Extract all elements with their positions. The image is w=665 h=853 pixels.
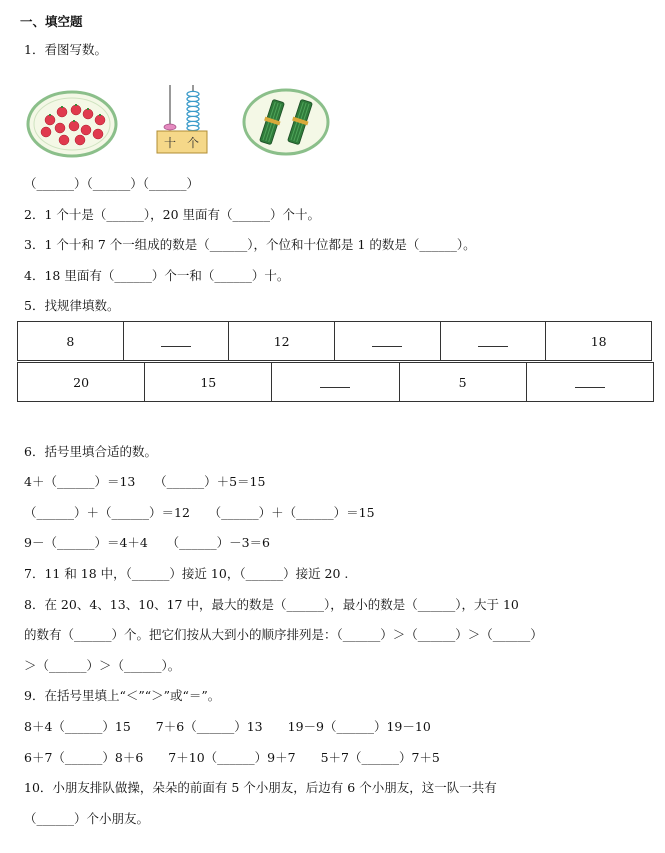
pattern-cell: 5 [399, 363, 526, 402]
pattern-cell: 8 [18, 322, 124, 361]
question-1-answer-line[interactable]: （______）（______）（______） [24, 176, 200, 191]
question-6-line-2[interactable]: （______）＋（______）＝12 （______）＋（______）＝15 [24, 505, 375, 520]
pattern-blank-cell[interactable] [272, 363, 399, 402]
abacus-icon [157, 85, 207, 153]
question-8-line-3[interactable]: ＞（______）＞（______）。 [24, 658, 181, 673]
question-10-line-1: 10．小朋友排队做操，朵朵的前面有 5 个小朋友，后边有 6 个小朋友，这一队一共有 [24, 780, 497, 795]
question-1: 1．看图写数。 [24, 42, 107, 57]
question-9-line-2[interactable]: 6＋7（______）8＋6 7＋10（______）9＋7 5＋7（______）7＋5 [24, 750, 440, 765]
abacus-ones-label: 个 [186, 136, 200, 150]
abacus-tens-label: 十 [163, 136, 177, 150]
pattern-cell: 18 [546, 322, 652, 361]
pattern-blank-cell[interactable] [440, 322, 546, 361]
pattern-table-row-2 [17, 362, 654, 402]
pattern-table-row-1 [17, 321, 652, 361]
question-4: 4．18 里面有（______）个一和（______）十。 [24, 268, 290, 283]
section-title: 一、填空题 [20, 14, 83, 29]
question-7[interactable]: 7．11 和 18 中，（______）接近 10，（______）接近 20 . [24, 566, 349, 581]
bundled-sticks-plate-icon [244, 90, 328, 154]
question-8-line-1[interactable]: 8．在 20、4、13、10、17 中，最大的数是（______），最小的数是（______），大于 10 [24, 597, 519, 612]
question-3: 3．1 个十和 7 个一组成的数是（______），个位和十位都是 1 的数是（______）。 [24, 237, 476, 252]
strawberry-plate-icon [28, 92, 116, 156]
question-9-line-1[interactable]: 8＋4（______）15 7＋6（______）13 19－9（______）19－10 [24, 719, 431, 734]
pattern-blank-cell[interactable] [526, 363, 653, 402]
pattern-cell: 15 [145, 363, 272, 402]
question-2: 2．1 个十是（______），20 里面有（______）个十。 [24, 207, 321, 222]
question-6-line-3[interactable]: 9－（______）＝4＋4 （______）－3＝6 [24, 535, 271, 550]
pattern-blank-cell[interactable] [123, 322, 229, 361]
question-6-line-1[interactable]: 4＋（______）＝13 （______）＋5＝15 [24, 474, 266, 489]
question-6: 6．括号里填合适的数。 [24, 444, 157, 459]
question-8-line-2[interactable]: 的数有（______）个。把它们按从大到小的顺序排列是：（______）＞（______）＞（______） [24, 627, 543, 642]
question-1-images [20, 80, 340, 160]
question-5: 5．找规律填数。 [24, 298, 120, 313]
pattern-cell: 20 [18, 363, 145, 402]
pattern-cell: 12 [229, 322, 335, 361]
question-9: 9．在括号里填上“＜”“＞”或“＝”。 [24, 688, 221, 703]
pattern-blank-cell[interactable] [334, 322, 440, 361]
question-10-line-2[interactable]: （______）个小朋友。 [24, 811, 150, 826]
